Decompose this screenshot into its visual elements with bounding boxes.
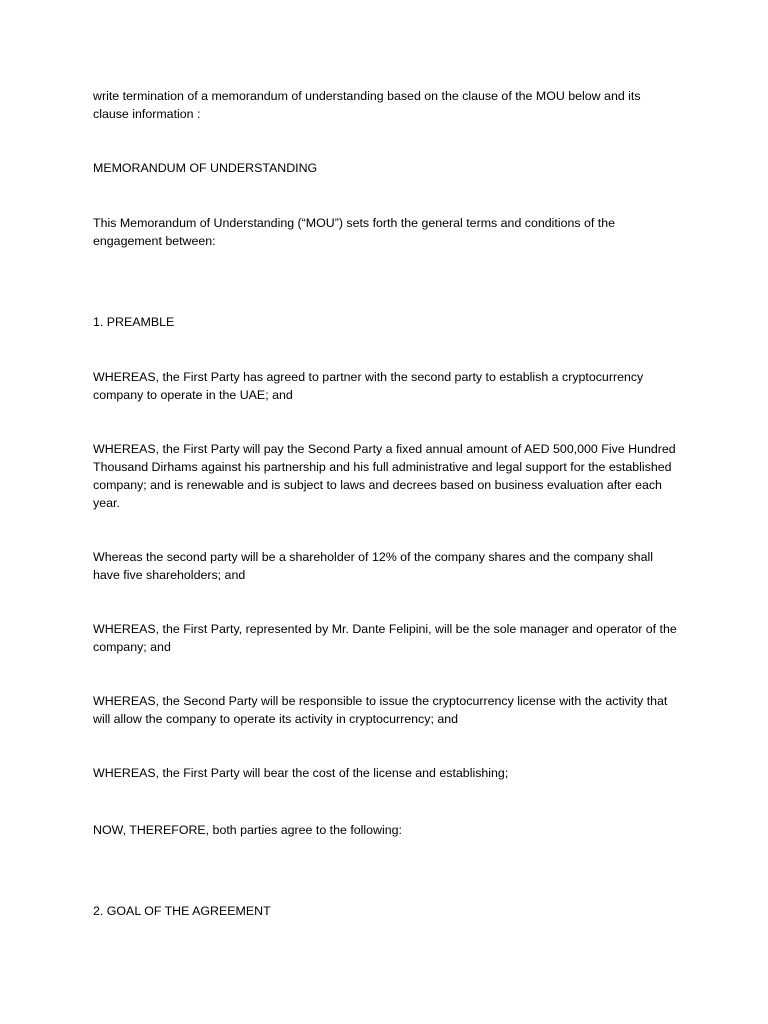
section-heading-preamble: 1. PREAMBLE [93,315,175,329]
whereas-clause-cost: WHEREAS, the First Party will bear the cost of the license and establishing; [93,766,509,780]
whereas-clause-manager: WHEREAS, the First Party, represented by Mr. Dante Felipini, will be the sole manager and operator of the company; and [93,622,677,654]
whereas-clause-partnership: WHEREAS, the First Party has agreed to partner with the second party to establish a cryptocurrency company to operate in the UAE; and [93,370,644,402]
whereas-clause-payment: WHEREAS, the First Party will pay the Second Party a fixed annual amount of AED 500,000 Five Hundred Thousand Dirhams against his partnership and his full administrative and legal support for the established company; and is renewable and is subject to laws and decrees based on business evaluation after each year. [93,442,676,510]
section-heading-goal: 2. GOAL OF THE AGREEMENT [93,904,271,918]
whereas-clause-shareholder: Whereas the second party will be a shareholder of 12% of the company shares and the company shall have five shareholders; and [93,550,653,582]
document-title: MEMORANDUM OF UNDERSTANDING [93,161,318,175]
whereas-clause-license: WHEREAS, the Second Party will be responsible to issue the cryptocurrency license with the activity that will allow the company to operate its activity in cryptocurrency; and [93,694,668,726]
agreement-statement: NOW, THEREFORE, both parties agree to the following: [93,823,402,837]
instruction-paragraph: write termination of a memorandum of understanding based on the clause of the MOU below and its clause information : [93,89,641,121]
intro-paragraph: This Memorandum of Understanding (“MOU”) sets forth the general terms and conditions of the engagement between: [93,216,616,248]
